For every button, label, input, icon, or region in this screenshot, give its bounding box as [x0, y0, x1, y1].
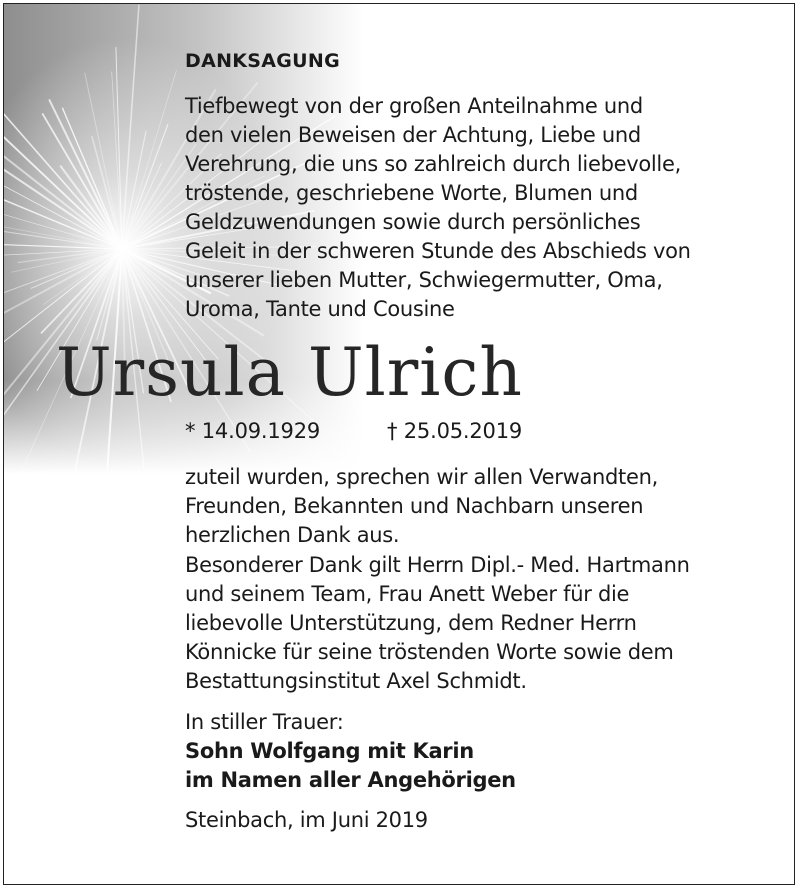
mourners-line-2: im Namen aller Angehörigen	[185, 768, 516, 792]
thanks-paragraph: zuteil wurden, sprechen wir allen Verwandten, Freunden, Bekannten und Nachbarn unseren herzlichen Dank aus.	[185, 465, 658, 547]
obituary-notice	[3, 3, 795, 885]
notice-heading: DANKSAGUNG	[185, 50, 341, 72]
mourners-line-1: Sohn Wolfgang mit Karin	[185, 739, 474, 763]
birth-date: * 14.09.1929	[185, 419, 321, 443]
mourning-label: In stiller Trauer:	[185, 710, 344, 734]
deceased-name: Ursula Ulrich	[56, 334, 523, 411]
intro-paragraph: Tiefbewegt von der großen Anteilnahme und den vielen Beweisen der Achtung, Liebe und Verehrung, die uns so zahlreich durch liebevolle, tröstende, geschriebene Worte, Blumen und Geldzuwendungen sowie durch persönliches Geleit in der schweren Stunde des Abschieds von unserer lieben Mutter, Schwiegermutter, Oma, Uroma, Tante und Cousine	[185, 94, 691, 321]
death-date: † 25.05.2019	[387, 419, 523, 443]
place-date: Steinbach, im Juni 2019	[185, 808, 428, 832]
special-thanks-paragraph: Besonderer Dank gilt Herrn Dipl.- Med. Hartmann und seinem Team, Frau Anett Weber für die liebevolle Unterstützung, dem Redner Herrn Könnicke für seine tröstenden Worte sowie dem Bestattungsinstitut Axel Schmidt.	[185, 553, 690, 693]
